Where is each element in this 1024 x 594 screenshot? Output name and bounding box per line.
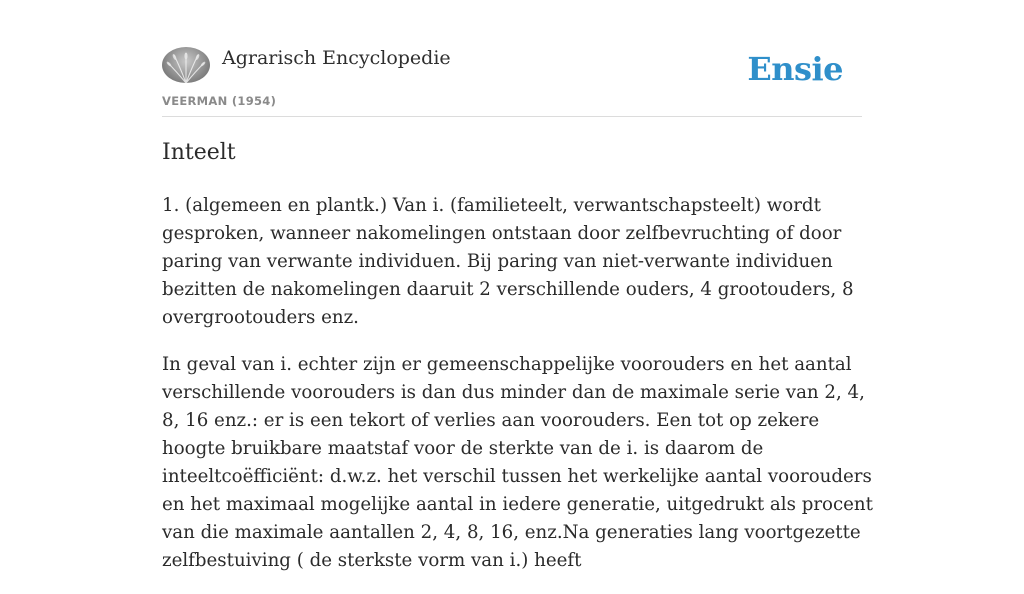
article-title: Inteelt	[162, 140, 236, 165]
article-body	[162, 192, 874, 594]
wheat-icon[interactable]	[162, 47, 210, 83]
author-byline: VEERMAN (1954)	[162, 94, 277, 108]
publication-name[interactable]: Agrarisch Encyclopedie	[222, 47, 451, 69]
article-paragraph: 1. (algemeen en plantk.) Van i. (familieteelt, verwantschapsteelt) wordt gesproken, wanneer nakomelingen ontstaan door zelfbevruchting of door paring van verwante individuen. Bij paring van niet-verwante individuen bezitten de nakomelingen daaruit 2 verschillende ouders, 4 grootouders, 8 overgrootouders enz.	[162, 195, 854, 328]
wheat-icon-graphic	[162, 47, 210, 83]
ensie-logo[interactable]: Ensie	[747, 50, 843, 88]
publication-header	[162, 44, 862, 117]
article-paragraph: In geval van i. echter zijn er gemeenschappelijke voorouders en het aantal verschillende voorouders is dan dus minder dan de maximale serie van 2, 4, 8, 16 enz.: er is een tekort of verlies aan voorouders. Een tot op zekere hoogte bruikbare maatstaf voor de sterkte van de i. is daarom de inteeltcoëfficiënt: d.w.z. het verschil tussen het werkelijke aantal voorouders en het maximaal mogelijke aantal in iedere generatie, uitgedrukt als procent van die maximale aantallen 2, 4, 8, 16, enz.Na generaties lang voortgezette zelfbestuiving ( de sterkste vorm van i.) heeft	[162, 354, 873, 571]
